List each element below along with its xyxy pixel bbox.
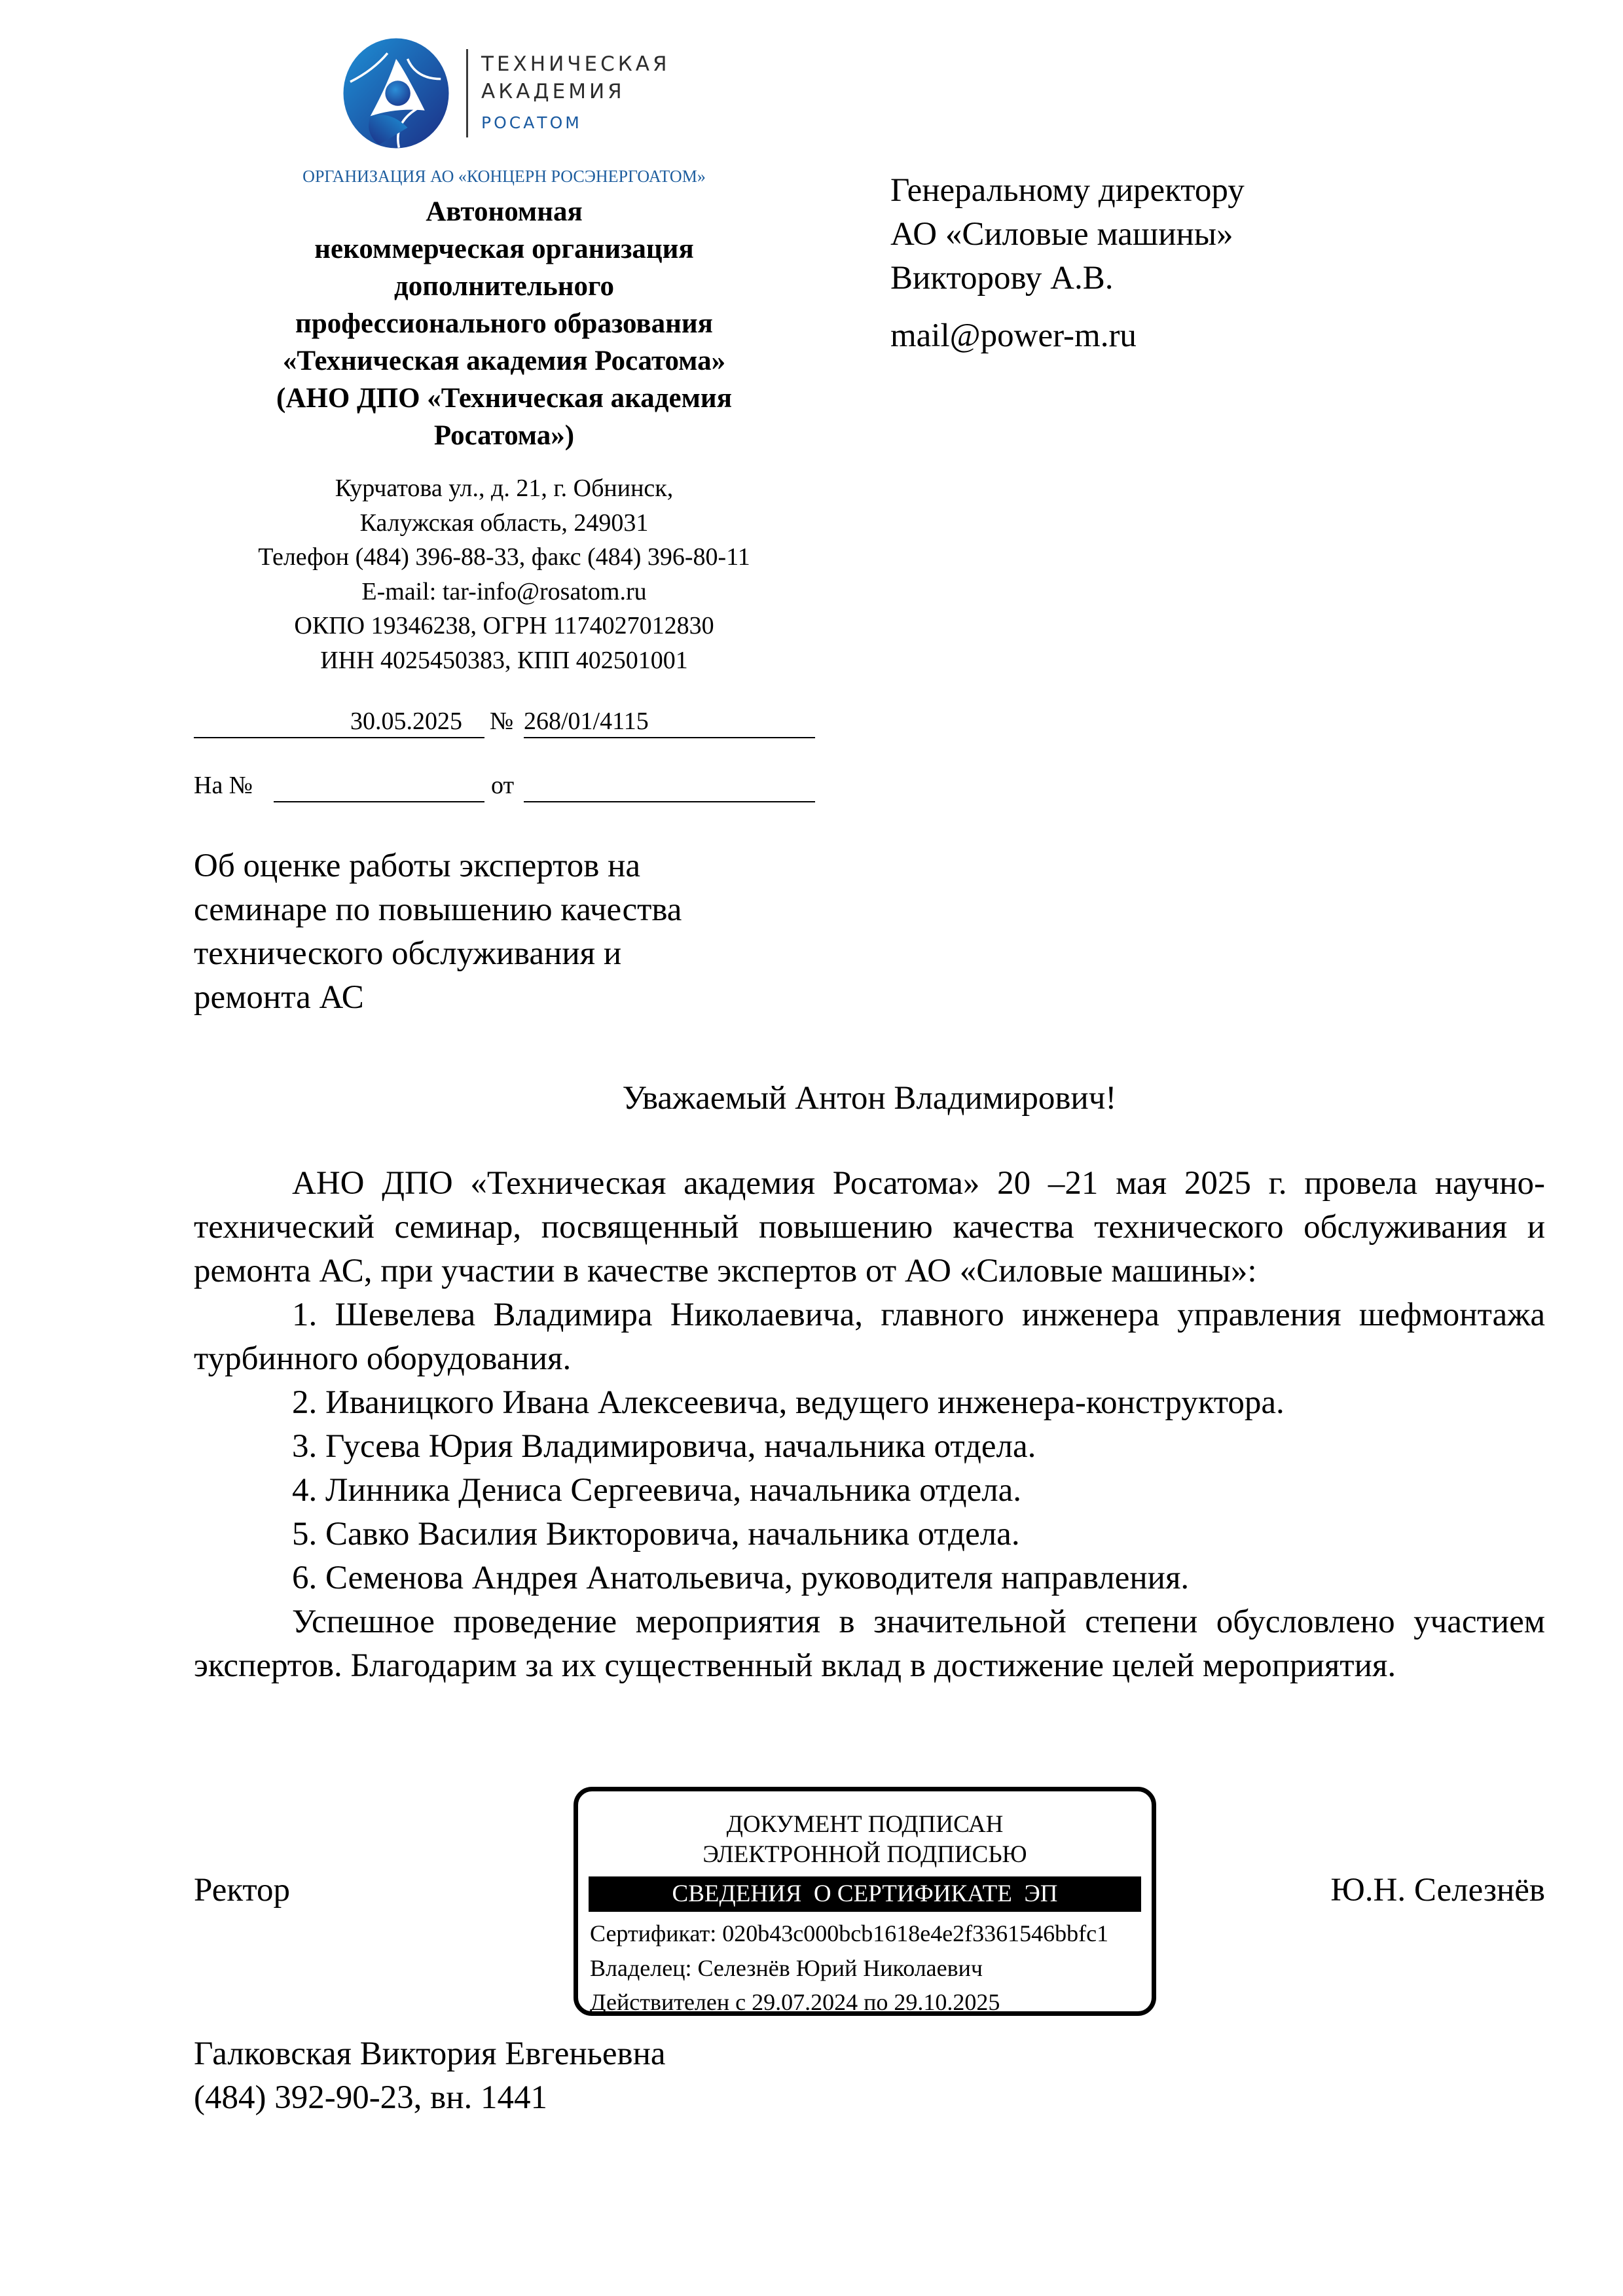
electronic-signature-stamp [574,1787,1156,2016]
okpo-ogrn-line: ОКПО 19346238, ОГРН 1174027012830 [294,612,714,639]
letter-subject [194,844,783,1020]
signatory-position: Ректор [194,1872,291,1909]
address-line: Курчатова ул., д. 21, г. Обнинск, [335,475,674,502]
inn-kpp-line: ИНН 4025450383, КПП 402501001 [320,646,688,674]
sender-address-block [183,471,825,677]
org-title-line: Автономная [426,196,583,227]
reply-number-field [274,801,484,802]
stamp-validity: Действителен с 29.07.2024 по 29.10.2025 [590,1989,1000,2015]
registration-number-label: № [490,708,514,735]
expert-list-item: 2. Иваницкого Ивана Алексеевича, ведущего инженера-конструктора. [292,1384,1285,1421]
phone-fax-line: Телефон (484) 396-88-33, факс (484) 396-80-11 [258,543,750,571]
address-line: Калужская область, 249031 [359,509,649,537]
stamp-owner: Владелец: Селезнёв Юрий Николаевич [590,1955,983,1981]
letter-body [194,1162,1545,1688]
recipient-position: Генеральному директору [890,172,1245,209]
stamp-header [578,1810,1152,1870]
expert-list-item: 3. Гусева Юрия Владимировича, начальника отдела. [292,1428,1036,1465]
body-intro-paragraph: АНО ДПО «Техническая академия Росатома» 20 –21 мая 2025 г. провела научно-технический семинар, посвященный повышению качества технического обслуживания и ремонта АС, при участии в качестве экспертов от АО «Силовые машины»: [194,1165,1545,1289]
parent-organization: ОРГАНИЗАЦИЯ АО «КОНЦЕРН РОСЭНЕРГОАТОМ» [302,167,706,186]
date-underline [194,737,484,738]
org-title-line: дополнительного [394,271,614,302]
stamp-certificate-bar: СВЕДЕНИЯ О СЕРТИФИКАТЕ ЭП [589,1876,1141,1912]
expert-list-item: 4. Линника Дениса Сергеевича, начальника отдела. [292,1472,1022,1509]
recipient-email: mail@power-m.ru [890,317,1137,354]
logo-text-line2: АКАДЕМИЯ [481,80,625,103]
org-title-line: профессионального образования [295,308,713,339]
number-underline [524,737,815,738]
logo-text-line3: РОСАТОМ [481,113,582,132]
stamp-header-line: ДОКУМЕНТ ПОДПИСАН [726,1811,1004,1838]
expert-list-item: 1. Шевелева Владимира Николаевича, главного инженера управления шефмонтажа турбинного оборудования. [194,1297,1545,1377]
rosatom-logo-icon [337,36,455,151]
reply-date-field [524,801,815,802]
reply-from-label: от [491,772,515,799]
recipient-name: Викторову А.В. [890,260,1114,296]
logo-text-line1: ТЕХНИЧЕСКАЯ [481,52,670,76]
subject-line: семинаре по повышению качества [194,891,682,928]
org-title-line: некоммерческая организация [314,234,694,264]
recipient-company: АО «Силовые машины» [890,216,1233,253]
recipient-block [890,169,1245,300]
stamp-certificate-id: Сертификат: 020b43c000bcb1618e4e2f3361546bbfc1 [590,1920,1109,1946]
org-title-line: (АНО ДПО «Техническая академия [276,383,732,414]
org-title-line: Росатома») [433,420,575,451]
registration-number: 268/01/4115 [524,708,649,735]
contact-phone: (484) 392-90-23, вн. 1441 [194,2079,548,2116]
registration-date: 30.05.2025 [350,708,462,735]
logo-divider [466,49,468,137]
signatory-name: Ю.Н. Селезнёв [1330,1872,1545,1909]
subject-line: Об оценке работы экспертов на [194,848,641,884]
sender-organization-title [196,193,812,454]
salutation: Уважаемый Антон Владимирович! [622,1080,1117,1117]
subject-line: ремонта АС [194,979,364,1016]
org-title-line: «Техническая академия Росатома» [282,346,726,376]
contact-person-block [194,2032,666,2120]
contact-name: Галковская Виктория Евгеньевна [194,2036,666,2072]
expert-list-item: 5. Савко Василия Викторовича, начальника отдела. [292,1516,1020,1552]
body-closing-paragraph: Успешное проведение мероприятия в значительной степени обусловлено участием экспертов. Благодарим за их существенный вклад в достижение целей мероприятия. [194,1604,1545,1684]
expert-list-item: 6. Семенова Андрея Анатольевича, руководителя направления. [292,1560,1190,1596]
subject-line: технического обслуживания и [194,935,622,972]
stamp-header-line: ЭЛЕКТРОННОЙ ПОДПИСЬЮ [702,1841,1027,1868]
email-line: E-mail: tar-info@rosatom.ru [361,577,647,605]
reply-number-label: На № [194,772,253,799]
